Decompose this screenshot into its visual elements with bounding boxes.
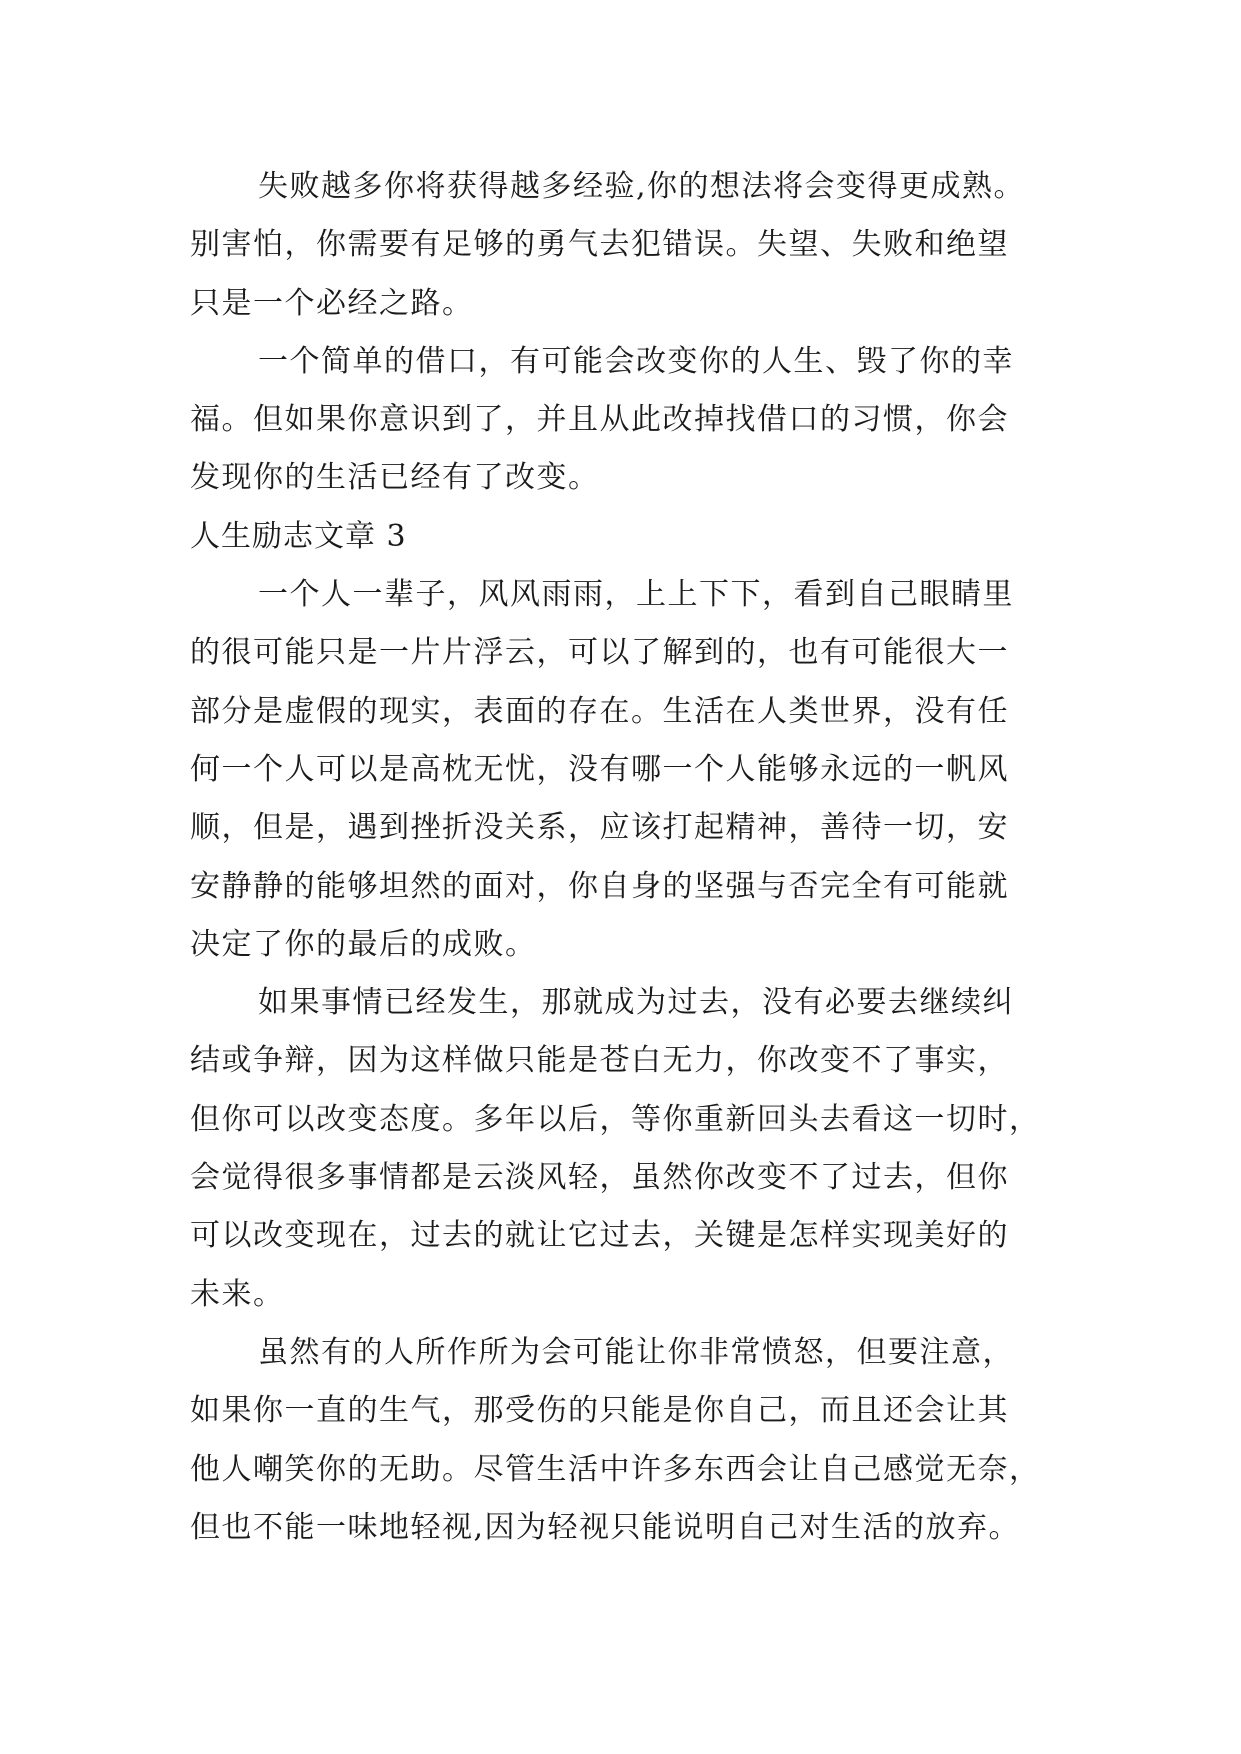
text-line: 福。但如果你意识到了，并且从此改掉找借口的习惯，你会 — [190, 402, 1009, 438]
text-line: 但也不能一味地轻视,因为轻视只能说明自己对生活的放弃。 — [190, 1509, 1021, 1545]
text-line: 部分是虚假的现实，表面的存在。生活在人类世界，没有任 — [190, 693, 1009, 729]
text-line: 的很可能只是一片片浮云，可以了解到的，也有可能很大一 — [190, 635, 1009, 671]
text-line: 会觉得很多事情都是云淡风轻，虽然你改变不了过去，但你 — [190, 1160, 1009, 1196]
text-line: 结或争辩，因为这样做只能是苍白无力，你改变不了事实， — [190, 1043, 1009, 1079]
text-line: 何一个人可以是高枕无忧，没有哪一个人能够永远的一帆风 — [190, 751, 1009, 787]
text-line: 未来。 — [190, 1276, 285, 1312]
text-line: 只是一个必经之路。 — [190, 285, 474, 321]
text-line: 一个简单的借口，有可能会改变你的人生、毁了你的幸 — [258, 343, 1014, 379]
text-line: 但你可以改变态度。多年以后，等你重新回头去看这一切时， — [190, 1101, 1041, 1137]
text-line: 安静静的能够坦然的面对，你自身的坚强与否完全有可能就 — [190, 868, 1009, 904]
section-heading: 人生励志文章 3 — [190, 518, 407, 554]
text-line: 一个人一辈子，风风雨雨，上上下下，看到自己眼睛里 — [258, 577, 1014, 613]
text-line: 如果事情已经发生，那就成为过去，没有必要去继续纠 — [258, 985, 1014, 1021]
document-body — [190, 158, 1060, 1557]
text-line: 别害怕，你需要有足够的勇气去犯错误。失望、失败和绝望 — [190, 227, 1009, 263]
text-line: 虽然有的人所作所为会可能让你非常愤怒，但要注意， — [258, 1334, 1014, 1370]
text-line: 他人嘲笑你的无助。尽管生活中许多东西会让自己感觉无奈， — [190, 1451, 1041, 1487]
text-line: 失败越多你将获得越多经验,你的想法将会变得更成熟。 — [258, 169, 1026, 204]
text-line: 发现你的生活已经有了改变。 — [190, 460, 600, 496]
text-line: 如果你一直的生气，那受伤的只能是你自己，而且还会让其 — [190, 1393, 1009, 1429]
text-line: 可以改变现在，过去的就让它过去，关键是怎样实现美好的 — [190, 1218, 1009, 1254]
text-line: 决定了你的最后的成败。 — [190, 926, 537, 962]
text-line: 顺，但是，遇到挫折没关系，应该打起精神，善待一切，安 — [190, 810, 1009, 846]
